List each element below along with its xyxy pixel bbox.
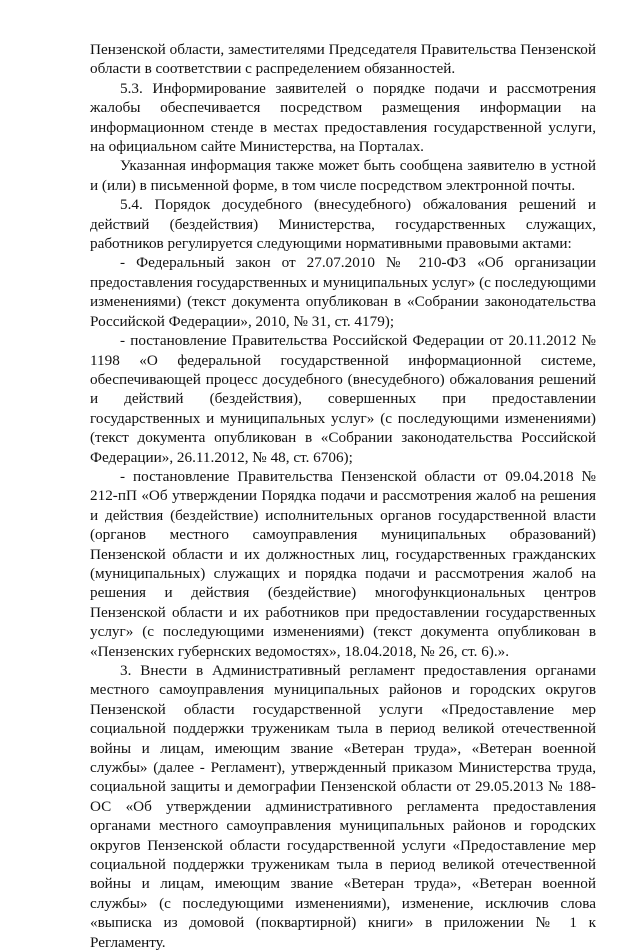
paragraph-5-4: 5.4. Порядок досудебного (внесудебного) обжалования решений и действий (бездействия) Министерства, государственных служащих, работников регулируется следующими нормативными правовыми актами: (90, 196, 596, 253)
paragraph-3-amendment: 3. Внести в Административный регламент предоставления органами местного самоуправления муниципальных районов и городских округов Пензенской области государственной услуги «Предоставление мер социальной поддержки труженикам тыла в период великой отечественной войны и лицам, имеющим звание «Ветеран труда», «Ветеран военной службы» (далее - Регламент), утвержденный приказом Министерства труда, социальной защиты и демографии Пензенской области от 29.05.2013 № 188-ОС «Об утверждении административного регламента предоставления органами местного самоуправления муниципальных районов и городских округов Пензенской области государственной услуги «Предоставление мер социальной поддержки труженикам тыла в период великой отечественной войны и лицам, имеющим звание «Ветеран труда», «Ветеран военной службы» (с последующими изменениями), изменение, исключив слова «выписка из домовой (поквартирной) книги» в приложении № 1 к Регламенту. (90, 662, 596, 951)
paragraph-5-3: 5.3. Информирование заявителей о порядке подачи и рассмотрения жалобы обеспечивается посредством размещения информации на информационном стенде в местах предоставления государственной услуги, на официальном сайте Министерства, на Порталах. (90, 79, 596, 156)
paragraph-federal-law: - Федеральный закон от 27.07.2010 № 210-ФЗ «Об организации предоставления государственных и муниципальных услуг» (с последующими изменениями) (текст документа опубликован в «Собрании законодательства Российской Федерации», 2010, № 31, ст. 4179); (90, 254, 596, 330)
paragraph-continuation: Пензенской области, заместителями Председателя Правительства Пензенской области в соответствии с распределением обязанностей. (90, 41, 596, 78)
paragraph-penza-resolution: - постановление Правительства Пензенской области от 09.04.2018 № 212-пП «Об утверждении Порядка подачи и рассмотрения жалоб на решения и действия (бездействие) исполнительных органов государственной власти (органов местного самоуправления муниципальных образований) Пензенской области и их должностных лиц, государственных гражданских (муниципальных) служащих и порядка подачи и рассмотрения жалоб на решения и действия (бездействие) многофункциональных центров Пензенской области и их работников при предоставлении государственных услуг» (с последующими изменениями) (текст документа опубликован в «Пензенских губернских ведомостях», 18.04.2018, № 26, ст. 6).». (90, 467, 596, 660)
paragraph-rf-resolution: - постановление Правительства Российской Федерации от 20.11.2012 № 1198 «О федеральной государственной информационной системе, обеспечивающей процесс досудебного (внесудебного) обжалования решений и действий (бездействия), совершенных при предоставлении государственных и муниципальных услуг» (с последующими изменениями) (текст документа опубликован в «Собрании законодательства Российской Федерации», 26.11.2012, № 48, ст. 6706); (90, 332, 596, 466)
paragraph-info-forms: Указанная информация также может быть сообщена заявителю в устной и (или) в письменной форме, в том числе посредством электронной почты. (90, 157, 596, 194)
document-body (90, 40, 596, 952)
